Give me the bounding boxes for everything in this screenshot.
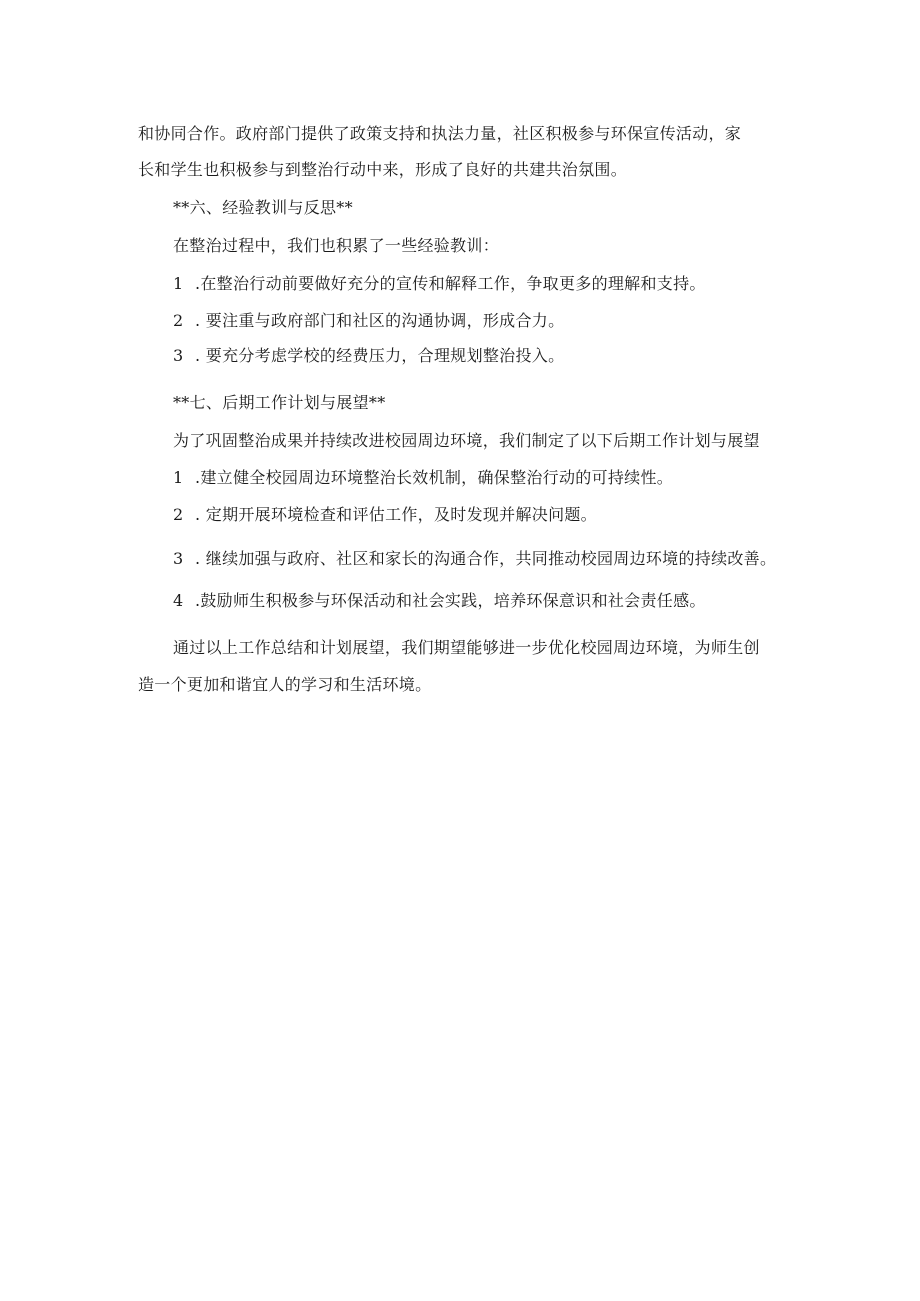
section-intro-7: 为了巩固整治成果并持续改进校园周边环境，我们制定了以下后期工作计划与展望 <box>173 431 760 450</box>
list-item-number: 2 <box>173 505 184 524</box>
paragraph-line: 通过以上工作总结和计划展望，我们期望能够进一步优化校园周边环境，为师生创 <box>173 638 760 657</box>
list-item-number: 1 <box>173 274 184 293</box>
list-item-text: .鼓励师生积极参与环保活动和社会实践，培养环保意识和社会责任感。 <box>195 591 706 610</box>
list-item-number: 3 <box>173 346 184 365</box>
section-intro-6: 在整治过程中，我们也积累了一些经验教训： <box>173 236 500 255</box>
list-item <box>173 311 564 331</box>
list-item <box>173 591 706 611</box>
list-item-text: .在整治行动前要做好充分的宣传和解释工作，争取更多的理解和支持。 <box>195 274 706 293</box>
list-item-text: .建立健全校园周边环境整治长效机制，确保整治行动的可持续性。 <box>195 468 674 487</box>
list-item <box>173 346 564 366</box>
list-item-text: . 要充分考虑学校的经费压力，合理规划整治投入。 <box>195 346 565 365</box>
list-item-number: 4 <box>173 591 184 610</box>
list-item <box>173 505 597 525</box>
list-item <box>173 274 706 294</box>
list-item-text: . 定期开展环境检查和评估工作，及时发现并解决问题。 <box>195 505 597 524</box>
list-item-number: 2 <box>173 311 184 330</box>
paragraph-line: 长和学生也积极参与到整治行动中来，形成了良好的共建共治氛围。 <box>138 160 628 179</box>
list-item <box>173 549 776 569</box>
section-heading-6: **六、经验教训与反思** <box>173 198 353 217</box>
list-item-number: 3 <box>173 549 184 568</box>
paragraph-line: 造一个更加和谐宜人的学习和生活环境。 <box>138 675 432 694</box>
section-heading-7: **七、后期工作计划与展望** <box>173 393 386 412</box>
list-item-text: . 要注重与政府部门和社区的沟通协调，形成合力。 <box>195 311 565 330</box>
list-item-text: . 继续加强与政府、社区和家长的沟通合作，共同推动校园周边环境的持续改善。 <box>195 549 777 568</box>
list-item-number: 1 <box>173 468 184 487</box>
list-item <box>173 468 673 488</box>
paragraph-line: 和协同合作。政府部门提供了政策支持和执法力量，社区积极参与环保宣传活动，家 <box>138 124 742 143</box>
